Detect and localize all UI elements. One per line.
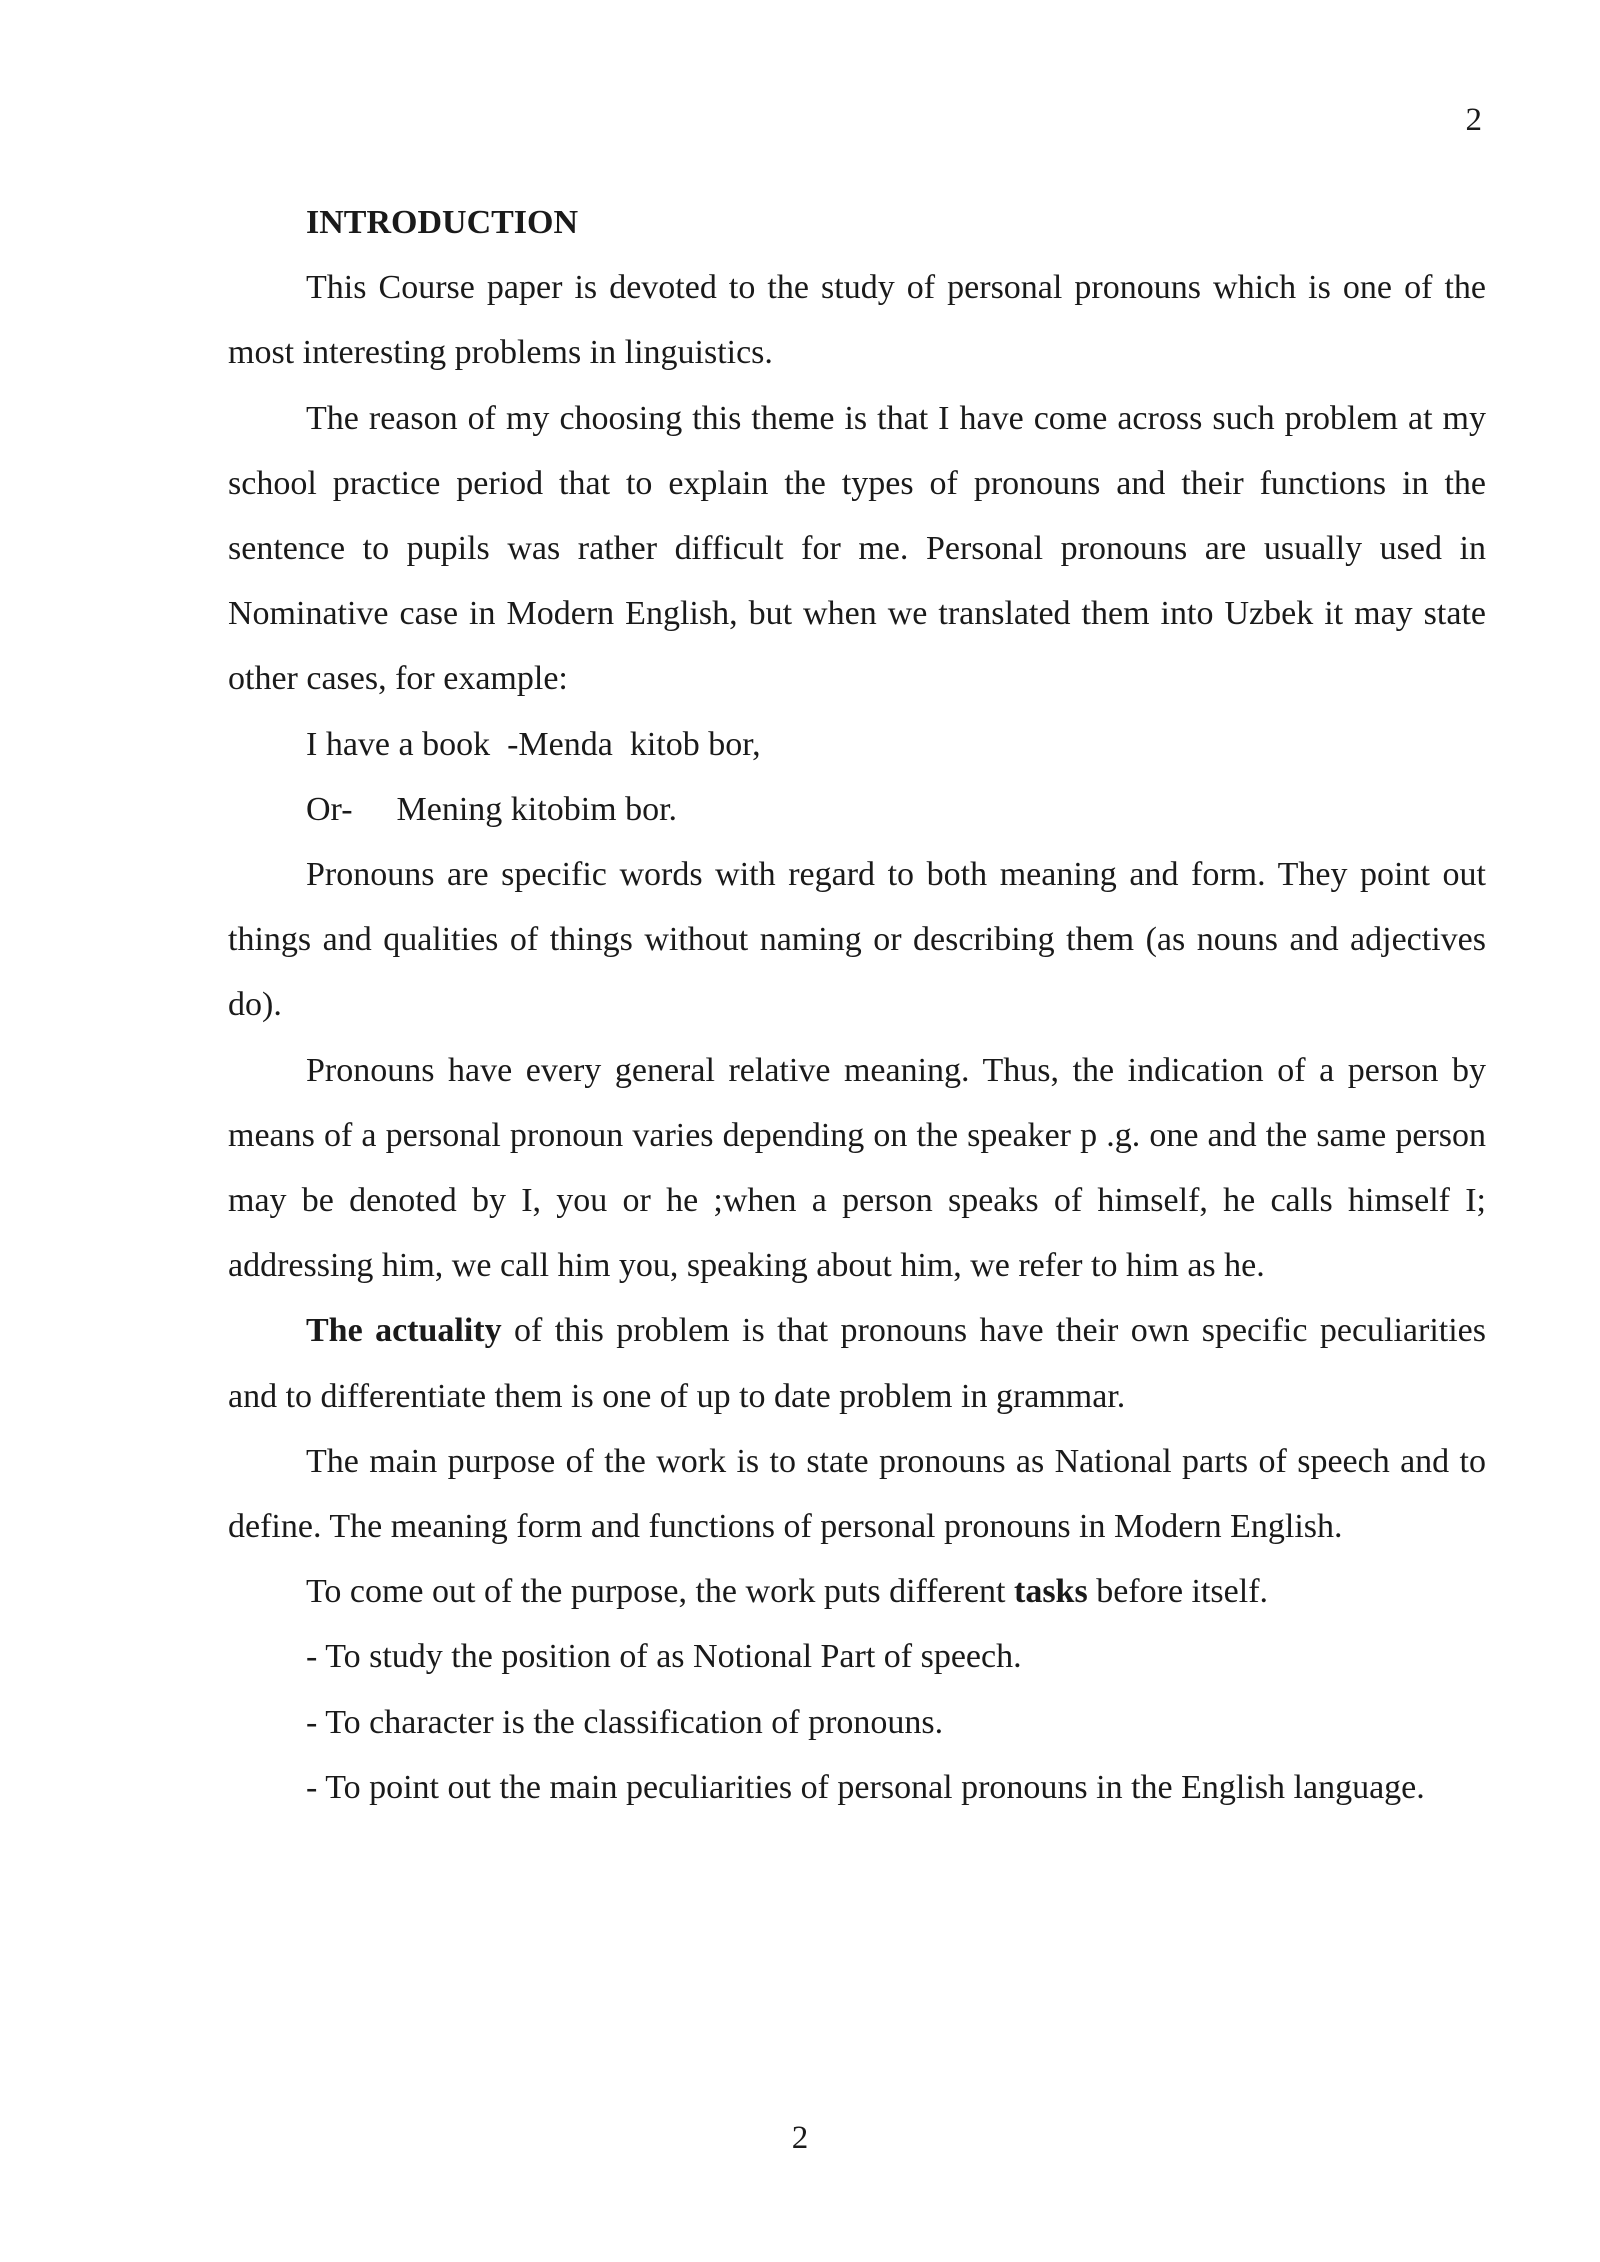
paragraph-actuality <box>228 1298 1486 1428</box>
actuality-text: of this problem is that pronouns have their own specific peculiarities and to differentiate them is one of up to date problem in grammar. <box>228 1312 1486 1415</box>
tasks-intro-end: before itself. <box>1087 1573 1269 1611</box>
tasks-term: tasks <box>1014 1573 1088 1611</box>
example-line-2 <box>228 777 1486 842</box>
task-item: - To point out the main peculiarities of personal pronouns in the English language. <box>306 1768 1425 1806</box>
example-line-1: I have a book -Menda kitob bor, <box>306 725 761 763</box>
task-item: - To character is the classification of pronouns. <box>306 1703 944 1741</box>
paragraph-intro: This Course paper is devoted to the study of personal pronouns which is one of the most interesting problems in linguistics. <box>228 269 1486 372</box>
page-number-top: 2 <box>1465 102 1482 138</box>
actuality-term: The actuality <box>306 1312 502 1350</box>
paragraph-reason: The reason of my choosing this theme is that I have come across such problem at my school practice period that to explain the types of pronouns and their functions in the sentence to pupils was rather difficult for me. Personal pronouns are usually used in Nominative case in Modern English, but when we translated them into Uzbek it may state other cases, for example: <box>228 399 1486 698</box>
document-body <box>228 190 1486 1820</box>
section-heading: INTRODUCTION <box>306 204 579 241</box>
paragraph-pronouns-meaning: Pronouns have every general relative meaning. Thus, the indication of a person by means of a personal pronoun varies depending on the speaker p .g. one and the same person may be denoted by I, you or he ;when a person speaks of himself, he calls himself I; addressing him, we call him you, speaking about him, we refer to him as he. <box>228 1051 1486 1285</box>
page-number-bottom: 2 <box>791 2120 809 2156</box>
paragraph-pronouns-specific: Pronouns are specific words with regard to both meaning and form. They point out things and qualities of things without naming or describing them (as nouns and adjectives do). <box>228 856 1486 1024</box>
paragraph-tasks-intro <box>228 1559 1486 1624</box>
example-prefix: Or- <box>306 790 353 828</box>
tasks-intro-text: To come out of the purpose, the work puts different <box>306 1573 1014 1611</box>
task-item: - To study the position of as Notional Part of speech. <box>306 1638 1022 1676</box>
example-text: Mening kitobim bor. <box>396 790 678 828</box>
paragraph-purpose: The main purpose of the work is to state pronouns as National parts of speech and to define. The meaning form and functions of personal pronouns in Modern English. <box>228 1442 1486 1546</box>
